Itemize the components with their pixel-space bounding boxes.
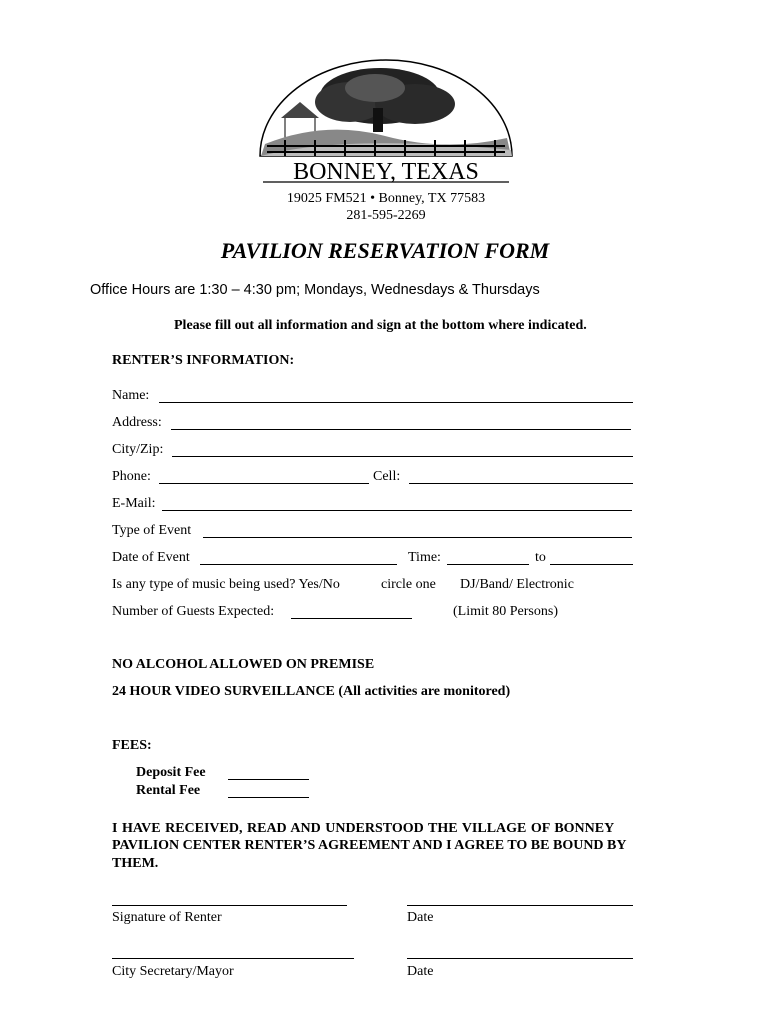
renter-signature-field[interactable] — [112, 905, 347, 906]
renter-date-field[interactable] — [407, 905, 633, 906]
town-address: 19025 FM521 • Bonney, TX 77583 — [286, 191, 486, 206]
guests-label: Number of Guests Expected: — [112, 604, 275, 619]
cell-label: Cell: — [373, 469, 401, 484]
town-name: BONNEY, TEXAS — [293, 159, 479, 185]
address-label: Address: — [112, 415, 162, 430]
secretary-signature-field[interactable] — [112, 958, 354, 959]
time-label: Time: — [408, 550, 441, 565]
deposit-fee-label: Deposit Fee — [136, 765, 206, 780]
renter-signature-label: Signature of Renter — [112, 910, 222, 925]
cell-field[interactable] — [409, 483, 633, 484]
agreement-line-3: THEM. — [112, 856, 159, 871]
renter-date-label: Date — [407, 910, 434, 925]
event-date-field[interactable] — [200, 564, 397, 565]
secretary-signature-label: City Secretary/Mayor — [112, 964, 234, 979]
office-hours: Office Hours are 1:30 – 4:30 pm; Mondays, Wednesdays & Thursdays — [90, 282, 540, 298]
music-question: Is any type of music being used? Yes/No — [112, 577, 340, 592]
renter-heading: RENTER’S INFORMATION: — [112, 353, 295, 368]
no-alcohol-notice: NO ALCOHOL ALLOWED ON PREMISE — [112, 657, 375, 672]
instructions: Please fill out all information and sign at the bottom where indicated. — [174, 318, 587, 333]
town-seal-illustration — [255, 58, 517, 248]
town-phone: 281-595-2269 — [346, 208, 426, 223]
fees-heading: FEES: — [112, 738, 152, 753]
event-type-label: Type of Event — [112, 523, 192, 538]
to-label: to — [535, 550, 546, 565]
rental-fee-field[interactable] — [228, 797, 309, 798]
guests-limit: (Limit 80 Persons) — [453, 604, 558, 619]
agreement-line-2: PAVILION CENTER RENTER’S AGREEMENT AND I AGREE TO BE BOUND BY — [112, 838, 627, 853]
time-end-field[interactable] — [550, 564, 633, 565]
name-label: Name: — [112, 388, 150, 403]
name-field[interactable] — [159, 402, 633, 403]
town-logo — [255, 58, 517, 248]
cityzip-field[interactable] — [172, 456, 633, 457]
phone-label: Phone: — [112, 469, 151, 484]
event-date-label: Date of Event — [112, 550, 190, 565]
music-options: DJ/Band/ Electronic — [460, 577, 574, 592]
guests-field[interactable] — [291, 618, 412, 619]
secretary-date-label: Date — [407, 964, 434, 979]
time-start-field[interactable] — [447, 564, 529, 565]
phone-field[interactable] — [159, 483, 369, 484]
event-type-field[interactable] — [203, 537, 632, 538]
circle-one-note: circle one — [381, 577, 436, 592]
deposit-fee-field[interactable] — [228, 779, 309, 780]
rental-fee-label: Rental Fee — [136, 783, 201, 798]
surveillance-notice: 24 HOUR VIDEO SURVEILLANCE (All activities are monitored) — [112, 684, 511, 699]
cityzip-label: City/Zip: — [112, 442, 164, 457]
address-field[interactable] — [171, 429, 631, 430]
email-label: E-Mail: — [112, 496, 156, 511]
agreement-line-1: I HAVE RECEIVED, READ AND UNDERSTOOD THE VILLAGE OF BONNEY — [112, 821, 615, 836]
secretary-date-field[interactable] — [407, 958, 633, 959]
form-title: PAVILION RESERVATION FORM — [220, 238, 550, 263]
email-field[interactable] — [162, 510, 632, 511]
